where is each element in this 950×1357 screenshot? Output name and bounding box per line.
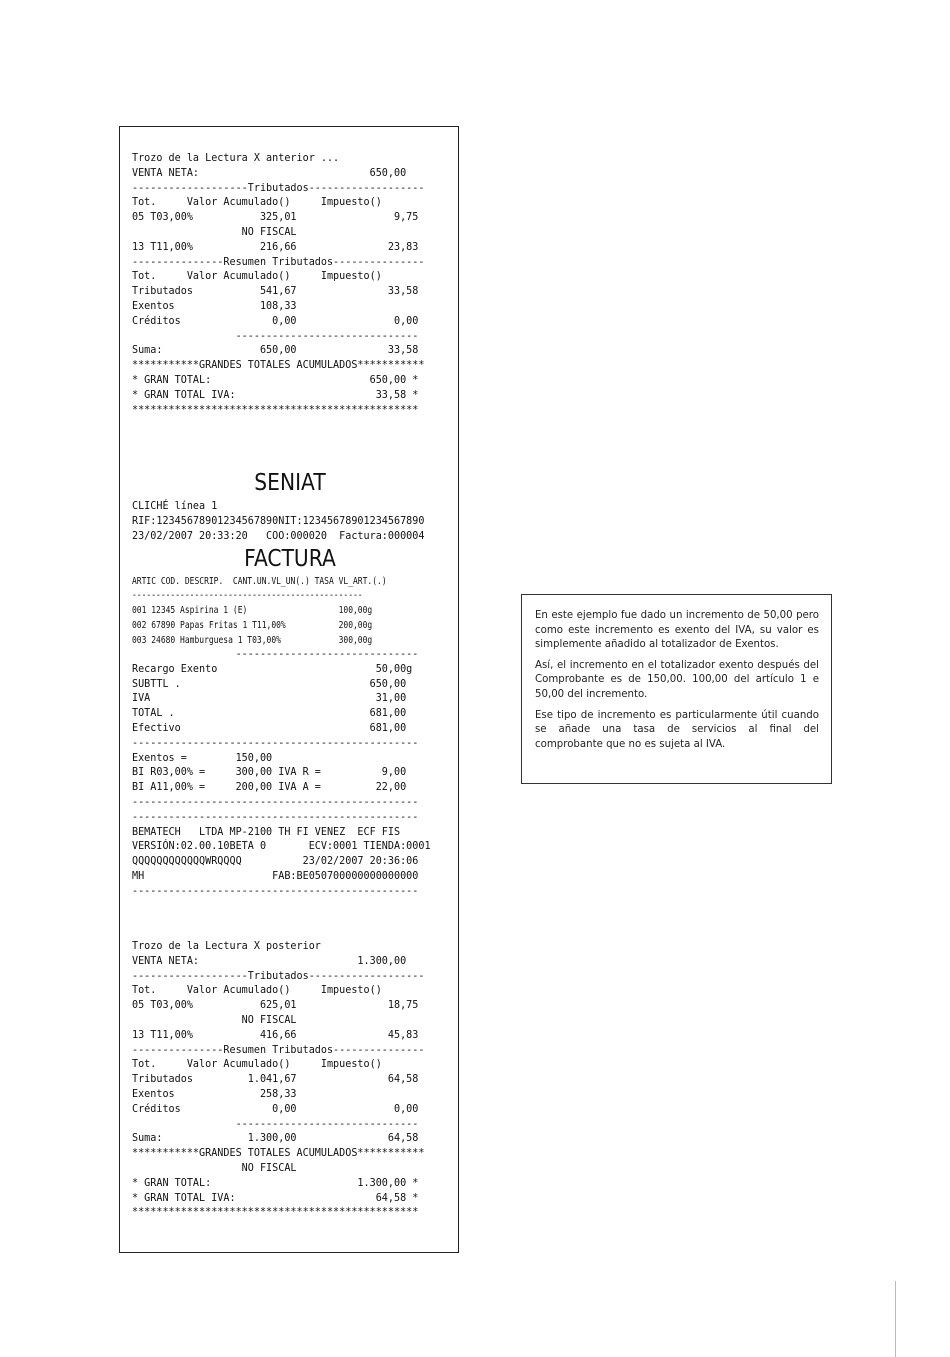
fiscal-receipt [119,126,459,1253]
items-list: ------------------------------------------------ 001 12345 Aspirina 1 (E) 100,00g 002 67890 Papas Fritas 1 T11,00% 200,00g 003 24680 Hamburguesa 1 T03,00% 300,00g [132,590,373,646]
receipt-header: CLICHÉ línea 1 RIF:12345678901234567890NIT:12345678901234567890 23/02/2007 20:33:20 COO:000020 Factura:000004 [132,499,425,542]
lectura-x-anterior: Trozo de la Lectura X anterior ... VENTA NETA: 650,00 -------------------Tributados------------------- Tot. Valor Acumulado() Impuesto() 05 T03,00% 325,01 9,75 NO FISCAL 13 T11,00% 216,66 23,83 ---------------Resumen Tributados--------------- Tot. Valor Acumulado() Impuesto() Tributados 541,67 33,58 Exentos 108,33 Créditos 0,00 0,00 ------------------------------ Suma: 650,00 33,58 ***********GRANDES TOTALES ACUMULADOS*********** * GRAN TOTAL: 650,00 * * GRAN TOTAL IVA: 33,58 * *********************************************** [132,151,425,416]
columns-header: ARTIC COD. DESCRIP. CANT.UN.VL_UN(.) TASA VL_ART.(.) [132,576,387,587]
lectura-x-posterior: Trozo de la Lectura X posterior VENTA NETA: 1.300,00 -------------------Tributados------------------- Tot. Valor Acumulado() Impuesto() 05 T03,00% 625,01 18,75 NO FISCAL 13 T11,00% 416,66 45,83 ---------------Resumen Tributados--------------- Tot. Valor Acumulado() Impuesto() Tributados 1.041,67 64,58 Exentos 258,33 Créditos 0,00 0,00 ------------------------------ Suma: 1.300,00 64,58 ***********GRANDES TOTALES ACUMULADOS*********** NO FISCAL * GRAN TOTAL: 1.300,00 * * GRAN TOTAL IVA: 64,58 * *********************************************** [132,939,425,1219]
explanation-note [521,594,832,784]
factura-title: FACTURA [244,546,336,572]
note-paragraph-3: Ese tipo de incremento es particularmente útil cuando se añade una tasa de servicios al final del comprobante que no es sujeta al IVA. [535,709,819,750]
note-paragraph-2: Así, el incremento en el totalizador exento después del Comprobante es de 150,00. 100,00 del artículo 1 e 50,00 del incremento. [535,659,819,700]
note-paragraph-1: En este ejemplo fue dado un incremento de 50,00 pero como este incremento es exento del IVA, su valor es simplemente añadido al totalizador de Exentos. [535,610,819,651]
seniat-title: SENIAT [254,470,326,496]
page-edge-divider [895,1281,896,1357]
receipt-totals: ------------------------------ Recargo Exento 50,00g SUBTTL . 650,00 IVA 31,00 TOTAL . 681,00 Efectivo 681,00 ----------------------------------------------- Exentos = 150,00 BI R03,00% = 300,00 IVA R = 9,00 BI A11,00% = 200,00 IVA A = 22,00 ----------------------------------------------- ----------------------------------------------- BEMATECH LTDA MP-2100 TH FI VENEZ ECF FIS VERSIÓN:02.00.10BETA 0 ECV:0001 TIENDA:0001 QQQQQQQQQQQQWRQQQQ 23/02/2007 20:36:06 MH FAB:BE050700000000000000 ----------------------------------------------- [132,647,431,897]
